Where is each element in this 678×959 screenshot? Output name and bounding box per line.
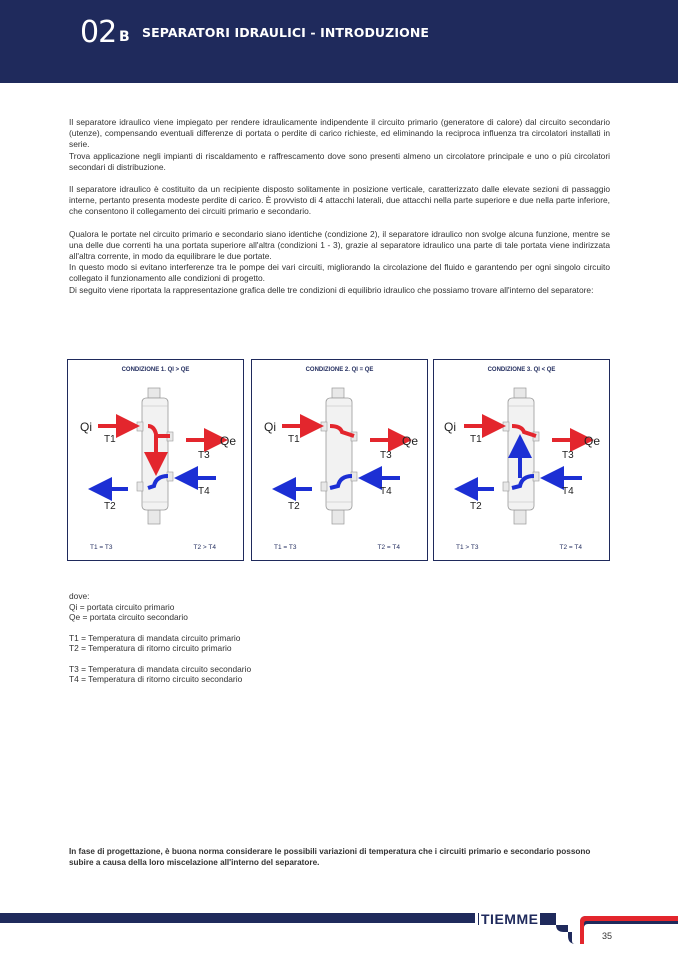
label-t4: T4 [380,486,392,497]
legend-intro: dove: [69,591,90,601]
paragraph: Qualora le portate nel circuito primario e secondario siano identiche (condizione 2), il separatore idraulico non svolge alcuna funzione, mentre se una delle due correnti ha una portata superiore all'altra (condizioni 1 - 3), grazie al separatore idraulico una parte di tale portata viene indirizzata all'altra corrente, in modo da equilibrare le due portate. [69,228,610,262]
condition-panel-1 [67,359,244,561]
condition-panel-2 [251,359,428,561]
separator-diagram [252,380,427,540]
legend-t1: T1 = Temperatura di mandata circuito primario [69,632,241,643]
label-qi: Qi [444,420,456,434]
legend-qi: Qi = portata circuito primario [69,601,175,612]
condition-left-relation: T1 > T3 [456,544,479,551]
chapter-suffix: B [119,29,130,45]
condition-panel-3 [433,359,610,561]
condition-right-relation: T2 = T4 [559,544,582,551]
condition-title: CONDIZIONE 3. QI < QE [487,367,556,373]
brand-name: TIEMME [481,911,539,927]
paragraph: Trova applicazione negli impianti di riscaldamento e raffrescamento dove sono presenti almeno un circolatore principale e uno o più circolatori secondari di distribuzione. [69,150,610,172]
paragraph: Di seguito viene riportata la rappresentazione grafica delle tre condizioni di equilibrio idraulico che possiamo trovare all'interno del separatore: [69,284,594,295]
legend [69,591,251,685]
label-t2: T2 [470,501,482,512]
label-qe: Qe [584,434,601,448]
paragraph: Il separatore idraulico è costituito da un recipiente disposto solitamente in posizione verticale, caratterizzato dalle elevate sezioni di passaggio interne, pertanto presenta modeste perdite di carico. È provvisto di 4 attacchi laterali, due attacchi nella parte superiore e due nella parte inferiore, che consentono il collegamento dei circuiti primario e secondario. [69,184,610,217]
label-qe: Qe [220,434,237,448]
label-qi: Qi [80,420,92,434]
condition-left-relation: T1 = T3 [274,544,297,551]
header-band [0,0,678,83]
condition-title: CONDIZIONE 2. QI = QE [305,367,374,373]
condition-right-relation: T2 = T4 [377,544,400,551]
label-t3: T3 [198,450,210,461]
label-t1: T1 [288,434,300,445]
label-t4: T4 [562,486,574,497]
label-t2: T2 [288,501,300,512]
chapter-number: 02 [80,15,117,50]
label-t3: T3 [380,450,392,461]
legend-t3: T3 = Temperatura di mandata circuito secondario [69,663,252,674]
conditions-diagram [67,359,611,561]
separator-diagram [434,380,609,540]
legend-t2: T2 = Temperatura di ritorno circuito primario [69,643,232,653]
condition-left-relation: T1 = T3 [90,544,113,551]
label-qi: Qi [264,420,276,434]
design-note: In fase di progettazione, è buona norma considerare le possibili variazioni di temperatura che i circuiti primario e secondario possono subire a causa della loro miscelazione all'interno del separatore. [69,847,591,868]
label-t4: T4 [198,486,210,497]
paragraph: Il separatore idraulico viene impiegato per rendere idraulicamente indipendente il circuito primario (generatore di calore) dal circuito secondario (utenze), compensando eventuali differenze di portata o perdite di carico richieste, ed eliminando la reciproca influenza tra circolatori installati in serie. [69,117,610,150]
condition-title: CONDIZIONE 1. QI > QE [121,367,190,373]
page-title: SEPARATORI IDRAULICI - INTRODUZIONE [142,25,430,40]
label-t3: T3 [562,450,574,461]
paragraph: In questo modo si evitano interferenze tra le pompe dei vari circuiti, migliorando la circolazione del fluido e garantendo per ogni singolo circuito collegato il funzionamento alle condizioni di progetto. [69,262,610,284]
separator-diagram [68,380,243,540]
intro-text [69,117,610,296]
footer-bar [0,913,475,923]
label-t1: T1 [104,434,116,445]
page-number: 35 [602,931,613,941]
label-t1: T1 [470,434,482,445]
legend-t4: T4 = Temperatura di ritorno circuito secondario [69,674,243,684]
legend-qe: Qe = portata circuito secondario [69,612,188,622]
label-t2: T2 [104,501,116,512]
label-qe: Qe [402,434,419,448]
separator-body [321,388,357,524]
condition-right-relation: T2 > T4 [193,544,216,551]
